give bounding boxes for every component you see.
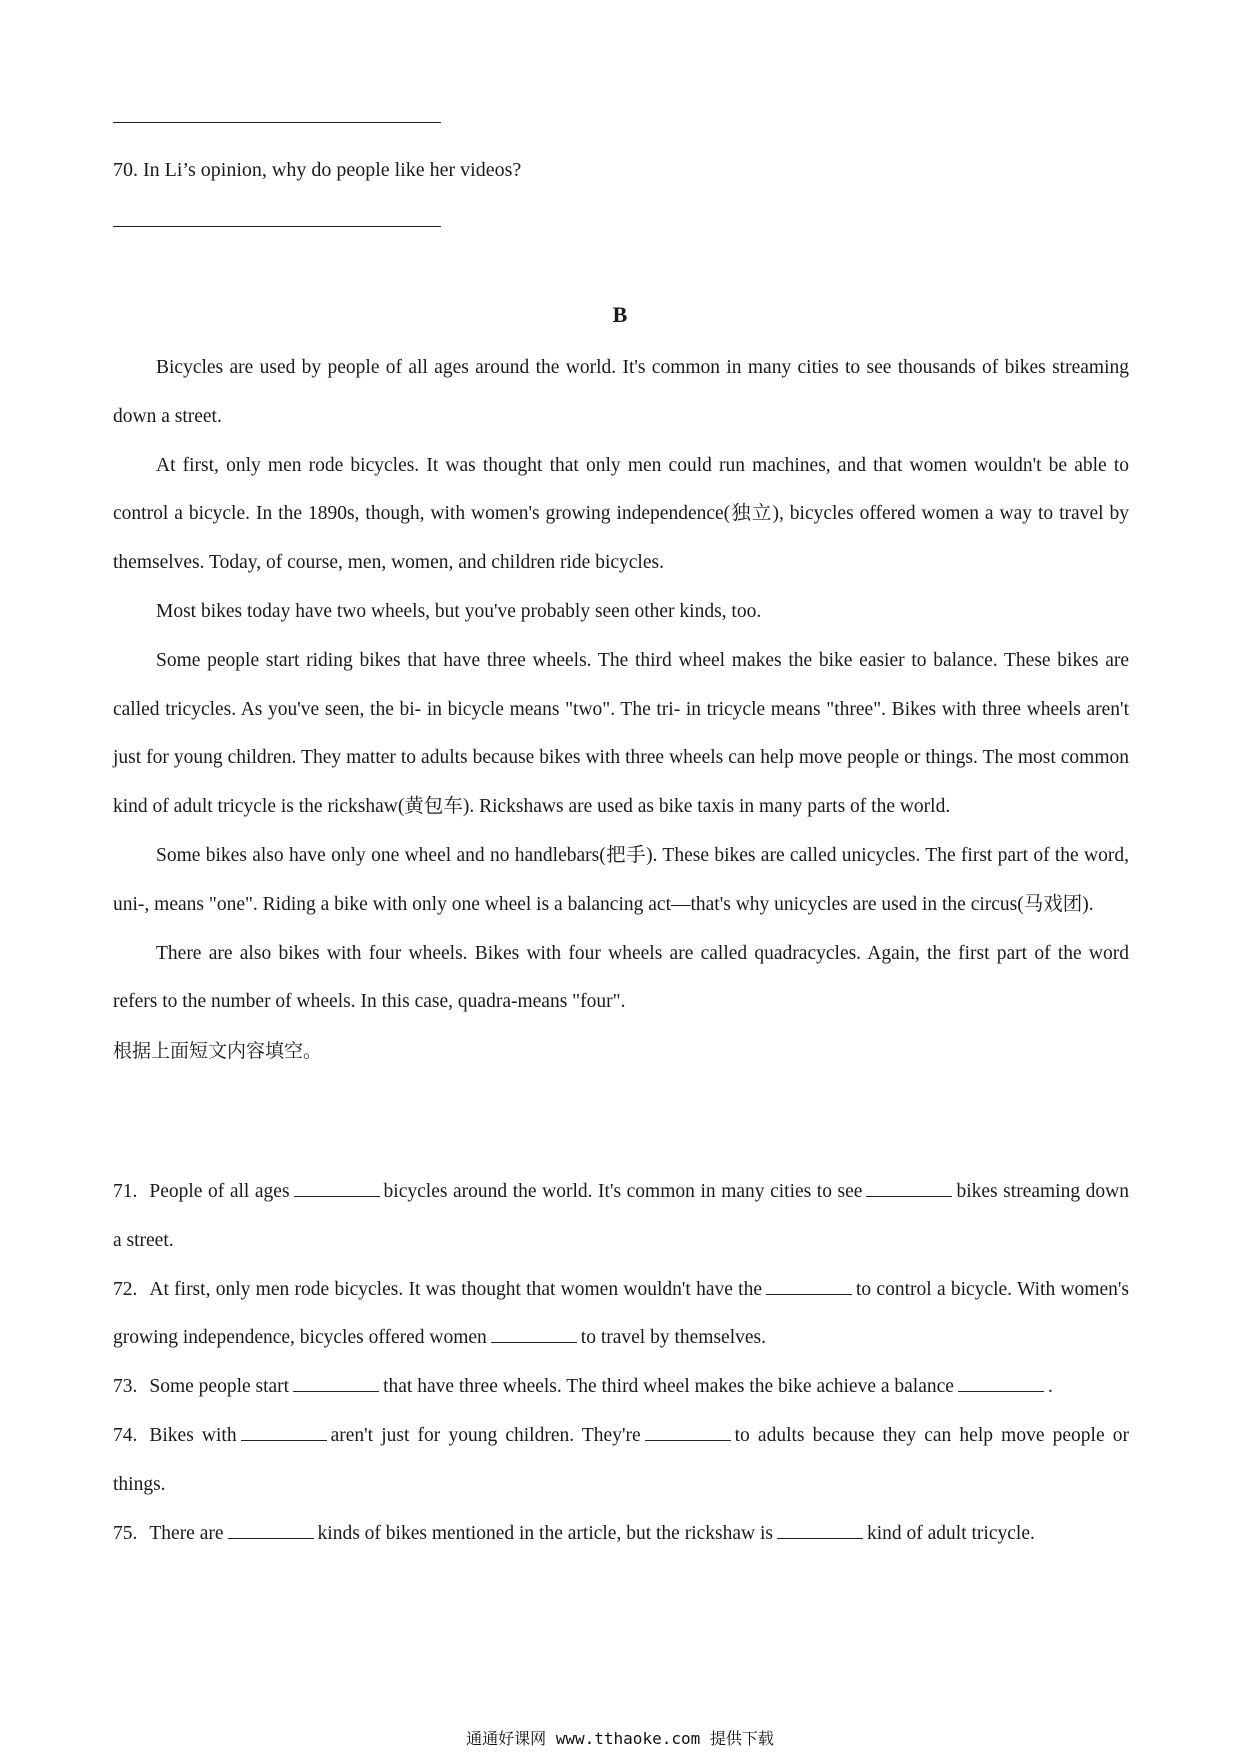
fill-in-questions xyxy=(113,1168,1129,1558)
question-text: kind of adult tricycle. xyxy=(866,1522,1035,1544)
answer-blank[interactable] xyxy=(491,1326,577,1343)
answer-blank[interactable] xyxy=(645,1424,731,1441)
question-71 xyxy=(113,1168,1129,1266)
question-text: to control a bicycle. With women's growing independence, bicycles offered women xyxy=(113,1278,1129,1349)
answer-blank[interactable] xyxy=(294,1180,380,1197)
answer-blank[interactable] xyxy=(866,1180,952,1197)
paragraph: There are also bikes with four wheels. Bikes with four wheels are called quadracycles. Again, the first part of the word refers to the number of wheels. In this case, quadra-means "four". xyxy=(113,942,1129,1013)
question-75 xyxy=(113,1510,1129,1559)
paragraph: Bicycles are used by people of all ages around the world. It's common in many cities to see thousands of bikes streaming down a street. xyxy=(113,357,1129,427)
question-number: 71. xyxy=(113,1181,138,1202)
answer-line xyxy=(113,122,441,123)
question-text: At first, only men rode bicycles. It was thought that women wouldn't have the xyxy=(149,1278,762,1300)
passage xyxy=(113,344,1129,1076)
answer-blank[interactable] xyxy=(293,1375,379,1392)
question-text: . xyxy=(1047,1376,1053,1398)
question-text: There are xyxy=(149,1522,224,1544)
question-text: Bikes with xyxy=(149,1424,237,1446)
question-number: 72. xyxy=(113,1278,138,1300)
question-number: 75. xyxy=(113,1522,138,1544)
answer-line xyxy=(113,226,441,227)
answer-blank[interactable] xyxy=(241,1424,327,1441)
question-text: bikes streaming down a street. xyxy=(113,1181,1129,1251)
question-text: kinds of bikes mentioned in the article, but the rickshaw is xyxy=(317,1522,773,1544)
paragraph: Some bikes also have only one wheel and no handlebars(把手). These bikes are called unicycles. The first part of the word, uni-, means "one". Riding a bike with only one wheel is a balancing act—that's why unicycles are used in the circus(马戏团). xyxy=(113,844,1129,915)
question-74 xyxy=(113,1412,1129,1510)
paragraph: Some people start riding bikes that have three wheels. The third wheel makes the bike easier to balance. These bikes are called tricycles. As you've seen, the bi- in bicycle means "two". The tri- in tricycle means "three". Bikes with three wheels aren't just for young children. They matter to adults because bikes with three wheels can help move people or things. The most common kind of adult tricycle is the rickshaw(黄包车). Rickshaws are used as bike taxis in many parts of the world. xyxy=(113,649,1129,818)
paragraph: Most bikes today have two wheels, but you've probably seen other kinds, too. xyxy=(156,600,762,622)
question-text: to travel by themselves. xyxy=(580,1327,766,1349)
question-70: 70. In Li’s opinion, why do people like her videos? xyxy=(113,159,522,181)
footer-watermark: 通通好课网 www.tthaoke.com 提供下载 xyxy=(466,1729,774,1748)
answer-blank[interactable] xyxy=(228,1522,314,1539)
question-73 xyxy=(113,1363,1129,1412)
question-number: 74. xyxy=(113,1424,138,1446)
section-title: B xyxy=(612,302,628,327)
instruction: 根据上面短文内容填空。 xyxy=(113,1040,323,1063)
question-number: 73. xyxy=(113,1376,138,1398)
question-72 xyxy=(113,1266,1129,1364)
question-text: that have three wheels. The third wheel makes the bike achieve a balance xyxy=(383,1376,954,1398)
answer-blank[interactable] xyxy=(777,1522,863,1539)
answer-blank[interactable] xyxy=(958,1375,1044,1392)
question-text: bicycles around the world. It's common in many cities to see xyxy=(383,1181,863,1202)
question-text: aren't just for young children. They're xyxy=(330,1424,641,1446)
question-text: Some people start xyxy=(149,1376,290,1398)
paragraph: At first, only men rode bicycles. It was thought that only men could run machines, and that women wouldn't be able to control a bicycle. In the 1890s, though, with women's growing independence(独立), bicycles offered women a way to travel by themselves. Today, of course, men, women, and children ride bicycles. xyxy=(113,454,1129,574)
question-text: People of all ages xyxy=(149,1181,290,1202)
answer-blank[interactable] xyxy=(766,1278,852,1295)
question-text: to adults because they can help move people or things. xyxy=(113,1424,1129,1495)
